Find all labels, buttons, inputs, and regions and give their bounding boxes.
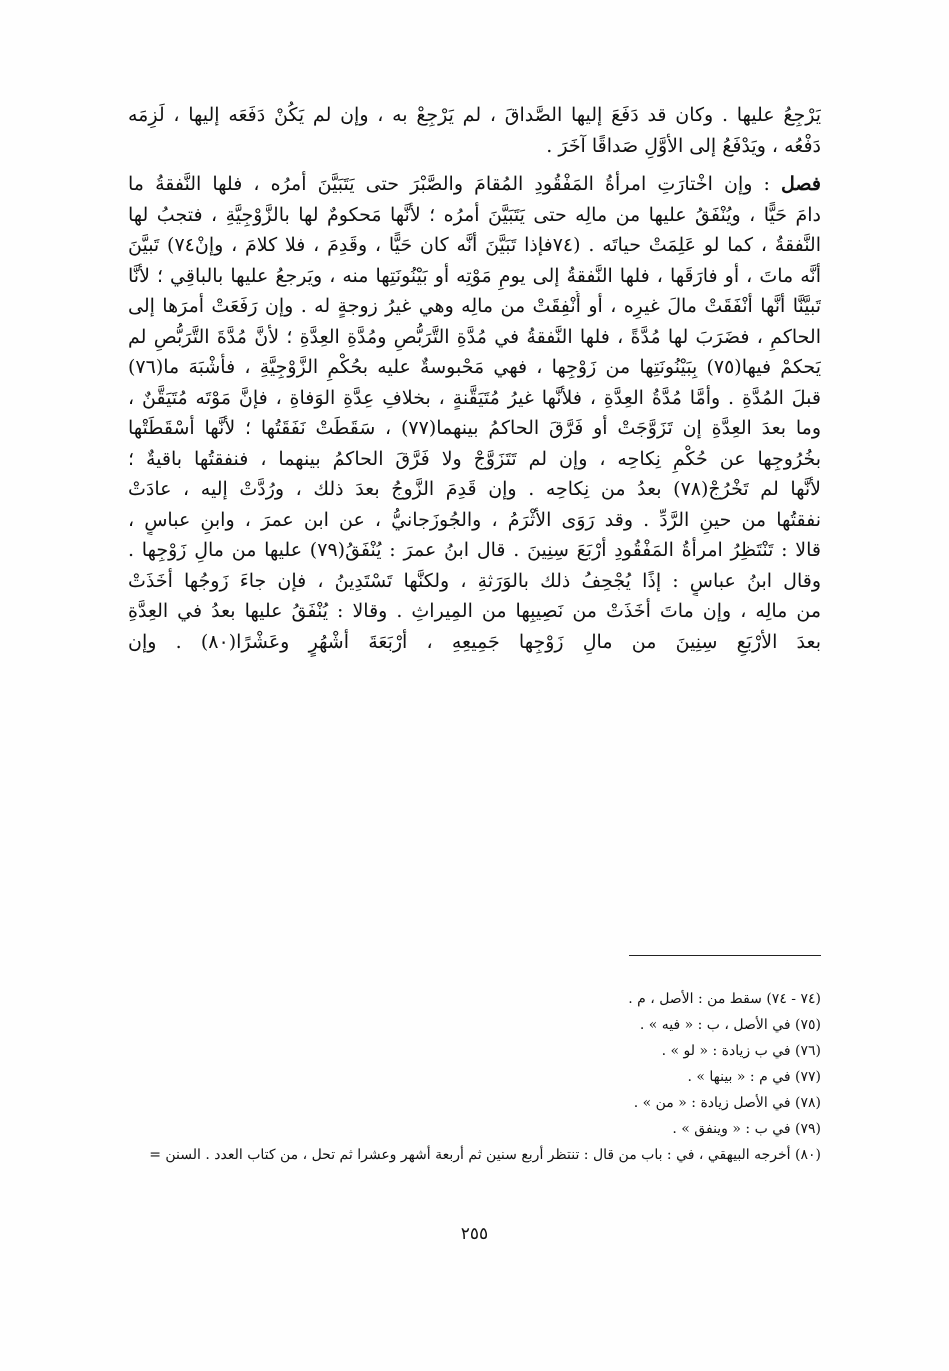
footnote-item: (٧٤ - ٧٤) سقط من : الأصل ، م . xyxy=(628,991,821,1007)
footnote-item: (٧٧) في م : « بينها » . xyxy=(687,1069,821,1085)
text-line: وما بعدَ العِدَّةِ إن تَزَوَّجَتْ أو فَرَّقَ الحاكمُ بينهما(٧٧) ، سَقَطَتْ نَفَقَتُها ؛ لأنَّها أسْقَطَتْها xyxy=(128,417,821,439)
text-line: وقال ابنُ عباسٍ : إذًا يُجْحِفُ ذلك بالوَرَثةِ ، ولكنَّها تَسْتَدِينُ ، فإن جاءَ زَوجُها أخَذَتْ xyxy=(128,569,821,592)
text-line: قالا : تَنْتَظِرُ امرأةُ المَفْقُودِ أرْبَعَ سِنِينَ . قال ابنُ عمرَ : يُنْفَقُ(٧٩) عليها من مالِ زَوْجِها . xyxy=(128,539,821,561)
text-line: تَبيَّنَّا أنَّها أنْفَقَتْ مالَ غيرِه ، أو أُنْفِقَتْ من مالِه وهي غيرُ زوجةٍ له . وإن رَفَعَتْ أمرَها إلى xyxy=(128,295,821,317)
text-line: أنَّه ماتَ ، أو فارَقَها ، فلها النَّفقةُ إلى يومِ مَوْتِه أو بَيْنُونَتِها منه ، ويَرجعُ عليها بالباقِي ؛ لأنَّا xyxy=(128,264,821,287)
text-line: دامَ حَيًّا ، ويُنْفَقُ عليها من مالِه حتى يَتَبَيَّنَ أمرُه ؛ لأنَّها مَحكومٌ لها بالزَّوْجِيَّةِ ، فتجبُ لها xyxy=(128,203,821,226)
text-line: من مالِه ، وإن ماتَ أخَذَتْ من نَصِيبِها من المِيراثِ . وقالا : يُنْفَقُ عليها بعدُ في العِدَّةِ xyxy=(128,600,821,622)
text-line: لأنَّها لم تَخْرُجْ(٧٨) بعدُ من نِكاحِه . وإن قَدِمَ الزَّوجُ بعدَ ذلك ، ورُدَّتْ إليه ، عادَتْ xyxy=(128,478,821,500)
text-line: نفقتُها من حينِ الرَّدِّ . وقد رَوَى الأثْرَمُ ، والجُوزَجانيُّ ، عن ابن عمرَ ، وابنِ عباسٍ ، xyxy=(128,508,821,531)
footnote-item: (٧٦) في ب زيادة : « لو » . xyxy=(661,1043,821,1059)
main-text xyxy=(128,100,821,657)
footnotes xyxy=(128,986,821,1168)
footnote-item: (٧٨) في الأصل زيادة : « من » . xyxy=(633,1095,821,1111)
text-line: النَّفقةُ ، كما لو عَلِمَتْ حياتَه . (٧٤فإذا تَبَيَّنَ أنَّه كان حَيًّا ، وقَدِمَ ، فلا كلامَ ، وإنْ٧٤) تَبيَّنَ xyxy=(128,234,821,256)
footnote-separator xyxy=(629,955,821,956)
text-line: قبلَ المُدَّةِ . وأمَّا مُدَّةُ العِدَّةِ ، فلأنَّها غيرُ مُتَيَقَّنةٍ ، بخلافِ عِدَّةِ الوَفاةِ ، فإنَّ مَوْتَه مُتَيَقَّنٌ ، xyxy=(128,386,821,409)
paragraph-gap xyxy=(128,161,821,169)
text-line: يَرْجِعُ عليها . وكان قد دَفَعَ إليها الصَّداقَ ، لم يَرْجِعْ به ، وإن لم يَكُنْ دَفَعَه إليها ، لَزِمَه xyxy=(128,104,821,126)
text-line: يَحكمْ فيها(٧٥) بِبَيْنُونَتِها من زَوْجِها ، فهي مَحْبوسةٌ عليه بحُكْمِ الزَّوْجِيَّةِ ، فأشْبَهَ ما(٧٦) xyxy=(128,356,821,378)
text-line: بعدَ الأرْبَعِ سِنِينَ من مالِ زَوْجِها جَمِيعِهِ ، أرْبَعَةَ أشْهُرٍ وعَشْرًا(٨٠) . وإن xyxy=(128,630,821,653)
footnote-item: (٧٥) في الأصل ، ب : « فيه » . xyxy=(639,1017,821,1033)
footnote-item: (٧٩) في ب : « وينفق » . xyxy=(672,1121,821,1137)
text-line: الحاكمِ ، فضَرَبَ لها مُدَّةً ، فلها النَّفقةُ في مُدَّةِ التَّرَبُّصِ ومُدَّةِ العِدَّةِ ؛ لأنَّ مُدَّةَ التَّرَبُّصِ لم xyxy=(128,325,821,348)
page-number: ٢٥٥ xyxy=(460,1224,489,1244)
text-line-segment: : وإن اخْتارَتِ امرأةُ المَفْقُودِ المُقامَ والصَّبْرَ حتى يَتَبَيَّنَ أمرُه ، فلها النَّفقةُ ما xyxy=(128,173,770,195)
text-line: دَفْعُه ، ويَدْفَعُ إلى الأوَّلِ صَداقًا آخَرَ . xyxy=(546,134,821,157)
text-line: بخُرُوجِها عن حُكْمِ نِكاحِه ، وإن لم تَتَزَوَّجْ ولا فَرَّقَ الحاكمُ بينهما ، فنفقتُها باقيةٌ ؛ xyxy=(128,447,821,470)
footnote-item: (٨٠) أخرجه البيهقي ، في : باب من قال : تنتظر أربع سنين ثم أربعة أشهر وعشرا ثم تحل ، من كتاب العدد . السنن = xyxy=(149,1147,821,1163)
fasl-label: فصل xyxy=(781,173,821,195)
fasl-heading-line xyxy=(128,169,821,200)
